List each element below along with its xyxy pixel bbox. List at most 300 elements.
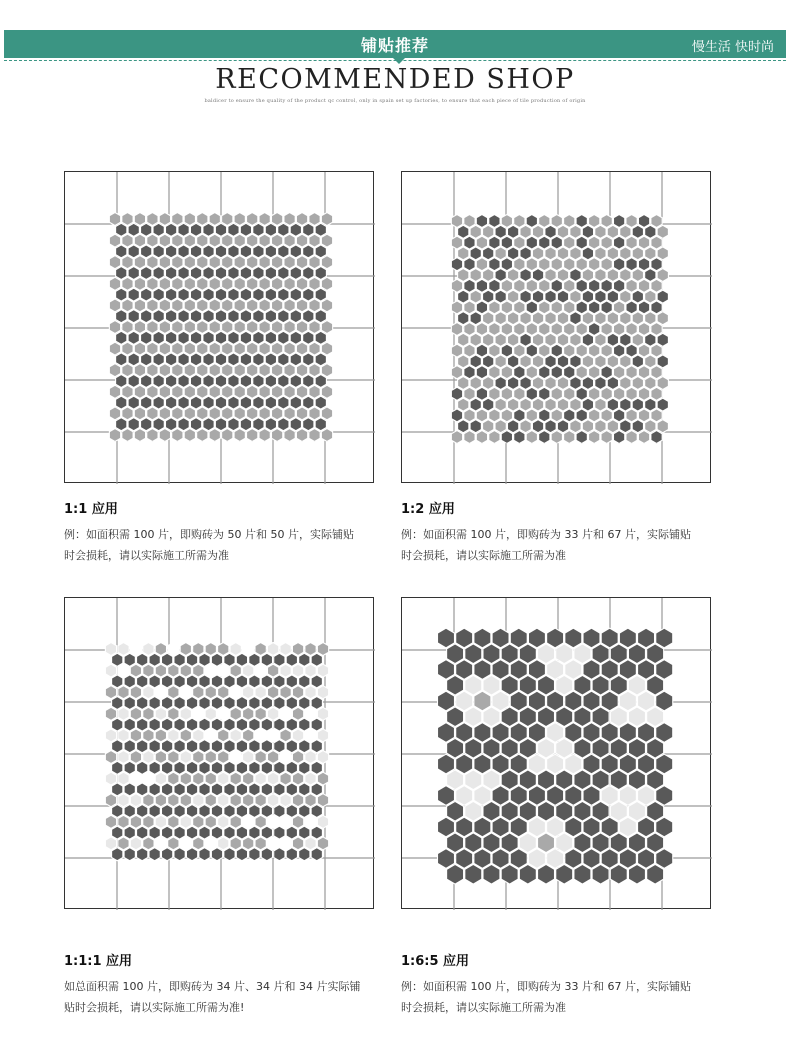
hex-tile — [514, 387, 525, 400]
hex-tile — [626, 409, 637, 422]
hex-tile — [130, 686, 141, 699]
hex-tile — [124, 761, 135, 774]
hex-tile — [645, 290, 656, 303]
hex-tile — [134, 321, 145, 334]
hex-tile — [447, 707, 464, 727]
hex-tile — [526, 431, 537, 444]
hex-tile — [299, 826, 310, 839]
hex-tile — [299, 653, 310, 666]
hex-tile — [447, 864, 464, 884]
hex-tile — [610, 770, 627, 790]
hex-tile — [255, 794, 266, 807]
hex-tile — [538, 644, 555, 664]
hex-tile — [141, 396, 152, 409]
hex-tile — [184, 213, 195, 226]
hex-tile — [595, 398, 606, 411]
hex-tile — [197, 321, 208, 334]
hex-tile — [309, 364, 320, 377]
hex-tile — [122, 256, 133, 269]
hex-tile — [483, 333, 494, 346]
hex-tile — [299, 675, 310, 688]
hex-tile — [657, 247, 668, 260]
hex-tile — [547, 723, 564, 743]
hex-tile — [124, 653, 135, 666]
hex-tile — [656, 849, 673, 869]
hex-tile — [620, 269, 631, 282]
hex-tile — [149, 675, 160, 688]
hex-tile — [576, 387, 587, 400]
hex-tile — [296, 299, 307, 312]
hex-tile — [601, 817, 618, 837]
hex-tile — [255, 751, 266, 764]
hex-tile — [309, 299, 320, 312]
hex-tile — [470, 377, 481, 390]
hex-tile — [657, 377, 668, 390]
hex-tile — [610, 801, 627, 821]
hex-tile — [601, 849, 618, 869]
banner-slogan: 慢生活 快时尚 — [691, 40, 774, 55]
hex-tile — [626, 431, 637, 444]
hex-tile — [230, 729, 241, 742]
tile-mosaic-1-6-5 — [402, 598, 712, 910]
hex-tile — [589, 431, 600, 444]
hex-tile — [159, 299, 170, 312]
hex-tile — [261, 718, 272, 731]
hex-tile — [153, 331, 164, 344]
hex-tile — [476, 344, 487, 357]
hex-tile — [483, 864, 500, 884]
hex-tile — [168, 772, 179, 785]
hex-tile — [545, 398, 556, 411]
hex-tile — [582, 398, 593, 411]
hex-tile — [267, 794, 278, 807]
hex-tile — [601, 409, 612, 422]
hex-tile — [143, 686, 154, 699]
hex-tile — [240, 418, 251, 431]
hex-tile — [240, 310, 251, 323]
hex-tile — [458, 420, 469, 433]
hex-tile — [155, 664, 166, 677]
hex-tile — [205, 815, 216, 828]
hex-tile — [199, 653, 210, 666]
hex-tile — [464, 236, 475, 249]
hex-tile — [249, 740, 260, 753]
hex-tile — [321, 385, 332, 398]
hex-tile — [118, 751, 129, 764]
hex-tile — [474, 628, 491, 648]
hex-tile — [438, 691, 455, 711]
hex-tile — [165, 331, 176, 344]
hex-tile — [292, 794, 303, 807]
hex-tile — [489, 387, 500, 400]
hex-tile — [296, 407, 307, 420]
hex-tile — [501, 387, 512, 400]
hex-tile — [253, 245, 264, 258]
hex-tile — [218, 751, 229, 764]
hex-tile — [657, 333, 668, 346]
hex-tile — [255, 815, 266, 828]
hex-tile — [501, 366, 512, 379]
tile-mosaic-1-1-1 — [65, 598, 375, 910]
hex-tile — [259, 256, 270, 269]
hex-tile — [296, 364, 307, 377]
hex-tile — [501, 675, 518, 695]
hex-tile — [271, 385, 282, 398]
hex-tile — [249, 675, 260, 688]
hex-tile — [112, 718, 123, 731]
hex-tile — [137, 697, 148, 710]
hex-tile — [128, 245, 139, 258]
hex-tile — [610, 833, 627, 853]
hex-tile — [551, 431, 562, 444]
hex-tile — [528, 660, 545, 680]
hex-tile — [607, 247, 618, 260]
hex-tile — [483, 420, 494, 433]
hex-tile — [172, 407, 183, 420]
hex-tile — [613, 344, 624, 357]
page-heading: RECOMMENDED SHOP — [215, 64, 575, 95]
pattern-panel-1-1 — [64, 171, 374, 483]
hex-tile — [271, 299, 282, 312]
hex-tile — [255, 707, 266, 720]
hex-tile — [215, 267, 226, 280]
hex-tile — [538, 801, 555, 821]
hex-tile — [197, 385, 208, 398]
hex-tile — [564, 366, 575, 379]
hex-tile — [528, 786, 545, 806]
hex-tile — [228, 375, 239, 388]
hex-tile — [507, 355, 518, 368]
hex-tile — [184, 385, 195, 398]
hex-tile — [174, 740, 185, 753]
hex-tile — [321, 299, 332, 312]
hex-tile — [236, 653, 247, 666]
hex-tile — [267, 707, 278, 720]
pattern-title-1-6-5: 1:6:5 应用 — [401, 954, 470, 969]
hex-tile — [267, 772, 278, 785]
hex-tile — [589, 258, 600, 271]
hex-tile — [638, 723, 655, 743]
tile-pattern-flowers — [438, 628, 673, 884]
hex-tile — [620, 225, 631, 238]
hex-tile — [267, 686, 278, 699]
hex-tile — [128, 353, 139, 366]
hex-tile — [464, 301, 475, 314]
hex-tile — [656, 723, 673, 743]
hex-tile — [137, 718, 148, 731]
hex-tile — [259, 321, 270, 334]
hex-tile — [137, 805, 148, 818]
hex-tile — [197, 407, 208, 420]
hex-tile — [174, 697, 185, 710]
hex-tile — [203, 288, 214, 301]
tile-mosaic-1-1 — [65, 172, 375, 484]
hex-tile — [118, 664, 129, 677]
hex-tile — [576, 323, 587, 336]
hex-tile — [464, 215, 475, 228]
hex-tile — [234, 429, 245, 442]
hex-tile — [205, 643, 216, 656]
hex-tile — [147, 385, 158, 398]
hex-tile — [130, 837, 141, 850]
hex-tile — [249, 848, 260, 861]
hex-tile — [116, 223, 127, 236]
hex-tile — [647, 864, 664, 884]
hex-tile — [574, 770, 591, 790]
hex-tile — [556, 770, 573, 790]
hex-tile — [284, 385, 295, 398]
hex-tile — [224, 805, 235, 818]
hex-tile — [483, 247, 494, 260]
hex-tile — [526, 236, 537, 249]
hex-tile — [118, 707, 129, 720]
hex-tile — [628, 801, 645, 821]
hex-tile — [278, 353, 289, 366]
hex-tile — [147, 213, 158, 226]
hex-tile — [247, 364, 258, 377]
hex-tile — [116, 267, 127, 280]
hex-tile — [610, 864, 627, 884]
hex-tile — [519, 644, 536, 664]
hex-tile — [292, 772, 303, 785]
hex-tile — [168, 794, 179, 807]
hex-tile — [172, 364, 183, 377]
hex-tile — [507, 290, 518, 303]
hex-tile — [601, 215, 612, 228]
hex-tile — [259, 385, 270, 398]
hex-tile — [489, 279, 500, 292]
hex-tile — [582, 377, 593, 390]
hex-tile — [458, 377, 469, 390]
hex-tile — [128, 396, 139, 409]
hex-tile — [538, 833, 555, 853]
hex-tile — [489, 323, 500, 336]
hex-tile — [209, 299, 220, 312]
hex-tile — [311, 826, 322, 839]
hex-tile — [483, 269, 494, 282]
hex-tile — [172, 213, 183, 226]
hex-tile — [613, 279, 624, 292]
hex-tile — [193, 751, 204, 764]
hex-tile — [589, 215, 600, 228]
hex-tile — [218, 815, 229, 828]
hex-tile — [168, 643, 179, 656]
hex-tile — [280, 751, 291, 764]
hex-tile — [105, 664, 116, 677]
hex-tile — [286, 826, 297, 839]
hex-tile — [538, 738, 555, 758]
hex-tile — [582, 225, 593, 238]
hex-tile — [447, 833, 464, 853]
hex-tile — [514, 215, 525, 228]
hex-tile — [280, 772, 291, 785]
hex-tile — [197, 342, 208, 355]
hex-tile — [134, 342, 145, 355]
hex-tile — [651, 323, 662, 336]
hex-tile — [483, 312, 494, 325]
hex-tile — [438, 786, 455, 806]
hex-tile — [470, 398, 481, 411]
hex-tile — [532, 312, 543, 325]
hex-tile — [589, 323, 600, 336]
hex-tile — [551, 236, 562, 249]
hex-tile — [474, 786, 491, 806]
hex-tile — [620, 247, 631, 260]
hex-tile — [116, 418, 127, 431]
hex-tile — [576, 431, 587, 444]
hex-tile — [261, 697, 272, 710]
hex-tile — [292, 729, 303, 742]
hex-tile — [278, 245, 289, 258]
hex-tile — [645, 247, 656, 260]
hex-tile — [168, 686, 179, 699]
hex-tile — [199, 761, 210, 774]
hex-tile — [234, 342, 245, 355]
hex-tile — [589, 387, 600, 400]
hex-tile — [274, 826, 285, 839]
hex-tile — [253, 353, 264, 366]
pattern-desc-1-6-5-line1: 例：如面积需 100 片，即购砖为 33 片和 67 片，实际铺贴 — [401, 980, 691, 993]
hex-tile — [547, 786, 564, 806]
hex-tile — [464, 409, 475, 422]
hex-tile — [240, 375, 251, 388]
hex-tile — [495, 420, 506, 433]
hex-tile — [545, 269, 556, 282]
hex-tile — [180, 794, 191, 807]
hex-tile — [638, 786, 655, 806]
hex-tile — [141, 353, 152, 366]
hex-tile — [222, 234, 233, 247]
hex-tile — [638, 849, 655, 869]
hex-tile — [576, 344, 587, 357]
hex-tile — [551, 279, 562, 292]
hex-tile — [539, 279, 550, 292]
hex-tile — [161, 783, 172, 796]
hex-tile — [465, 738, 482, 758]
hex-tile — [576, 366, 587, 379]
hex-tile — [305, 643, 316, 656]
hex-tile — [520, 290, 531, 303]
hex-tile — [255, 772, 266, 785]
hex-tile — [601, 279, 612, 292]
hex-tile — [205, 686, 216, 699]
hex-tile — [141, 310, 152, 323]
hex-tile — [230, 664, 241, 677]
hex-tile — [570, 398, 581, 411]
hex-tile — [172, 277, 183, 290]
pattern-panel-1-6-5 — [401, 597, 711, 909]
hex-tile — [190, 310, 201, 323]
hex-tile — [159, 342, 170, 355]
hex-tile — [271, 256, 282, 269]
hex-tile — [539, 215, 550, 228]
hex-tile — [296, 385, 307, 398]
hex-tile — [155, 837, 166, 850]
hex-tile — [109, 385, 120, 398]
hex-tile — [284, 407, 295, 420]
hex-tile — [109, 364, 120, 377]
hex-tile — [112, 675, 123, 688]
hex-tile — [610, 644, 627, 664]
hex-tile — [190, 331, 201, 344]
hex-tile — [190, 245, 201, 258]
hex-tile — [193, 837, 204, 850]
hex-tile — [265, 223, 276, 236]
hex-tile — [118, 794, 129, 807]
hex-tile — [168, 664, 179, 677]
hex-tile — [112, 805, 123, 818]
pattern-title-1-1: 1:1 应用 — [64, 502, 118, 517]
hex-tile — [638, 279, 649, 292]
hex-tile — [483, 738, 500, 758]
hex-tile — [203, 418, 214, 431]
hex-tile — [632, 333, 643, 346]
hex-tile — [197, 213, 208, 226]
hex-tile — [296, 234, 307, 247]
hex-tile — [520, 269, 531, 282]
hex-tile — [180, 751, 191, 764]
hex-tile — [520, 247, 531, 260]
hex-tile — [570, 269, 581, 282]
hex-tile — [565, 628, 582, 648]
hex-tile — [470, 312, 481, 325]
hex-tile — [205, 772, 216, 785]
hex-tile — [255, 686, 266, 699]
hex-tile — [476, 258, 487, 271]
hex-tile — [265, 288, 276, 301]
hex-tile — [222, 364, 233, 377]
hex-tile — [255, 837, 266, 850]
hex-tile — [209, 407, 220, 420]
hex-tile — [149, 848, 160, 861]
hex-tile — [274, 783, 285, 796]
hex-tile — [507, 420, 518, 433]
pattern-title-1-2: 1:2 应用 — [401, 502, 455, 517]
hex-tile — [109, 407, 120, 420]
hex-tile — [186, 761, 197, 774]
hex-tile — [172, 256, 183, 269]
hex-tile — [657, 290, 668, 303]
hex-tile — [155, 815, 166, 828]
hex-tile — [519, 738, 536, 758]
hex-tile — [456, 754, 473, 774]
hex-tile — [519, 864, 536, 884]
hex-tile — [547, 628, 564, 648]
hex-tile — [620, 420, 631, 433]
hex-tile — [601, 344, 612, 357]
hex-tile — [172, 321, 183, 334]
hex-tile — [526, 258, 537, 271]
hex-tile — [628, 864, 645, 884]
hex-tile — [564, 409, 575, 422]
hex-tile — [309, 213, 320, 226]
hex-tile — [447, 675, 464, 695]
hex-tile — [315, 288, 326, 301]
hex-tile — [458, 290, 469, 303]
hex-tile — [249, 653, 260, 666]
hex-tile — [570, 420, 581, 433]
hex-tile — [303, 331, 314, 344]
hex-tile — [249, 805, 260, 818]
hex-tile — [456, 723, 473, 743]
hex-tile — [190, 223, 201, 236]
hex-tile — [576, 236, 587, 249]
hex-tile — [458, 333, 469, 346]
hex-tile — [557, 355, 568, 368]
hex-tile — [205, 707, 216, 720]
hex-tile — [278, 418, 289, 431]
hex-tile — [286, 783, 297, 796]
